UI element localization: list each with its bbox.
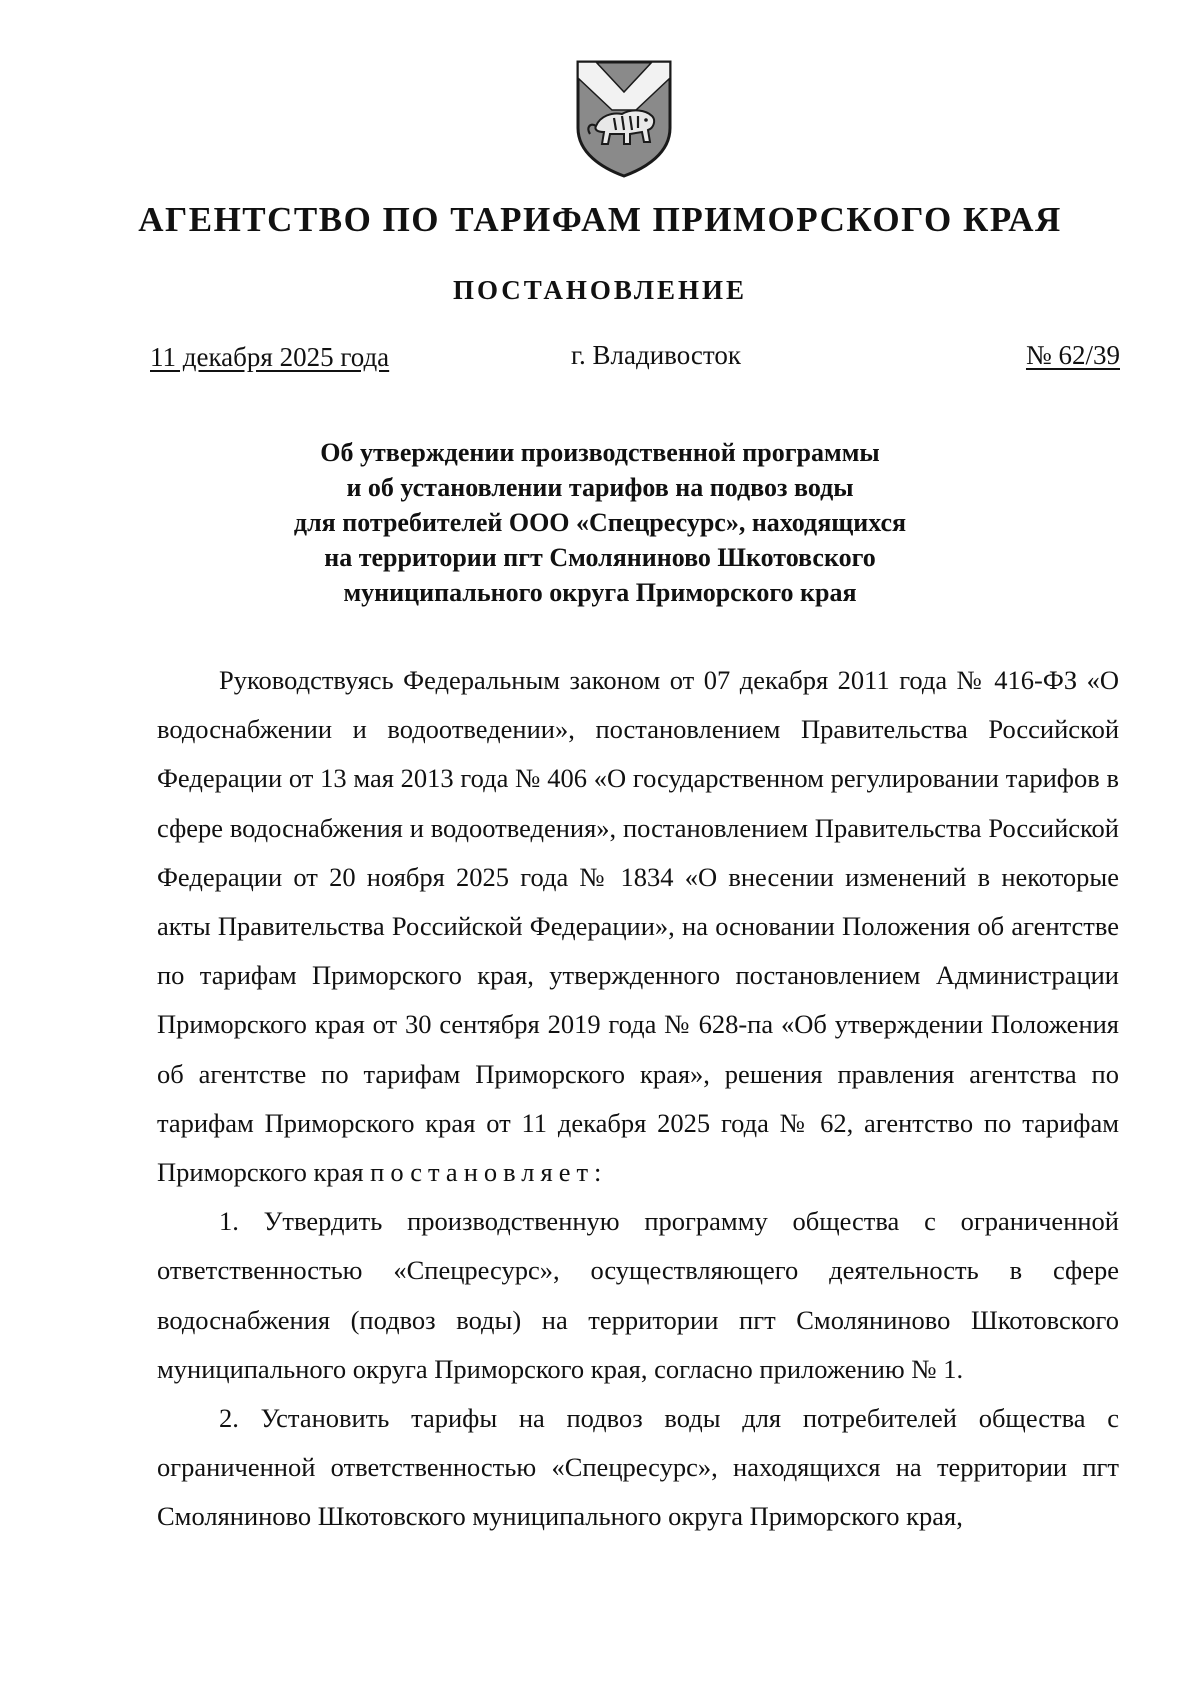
heading-line: и об установлении тарифов на подвоз воды — [346, 473, 854, 502]
item-paragraph: 1. Утвердить производственную программу общества с ограниченной ответственностью «Спецресурс», осуществляющего деятельность в сфере водоснабжения (подвоз воды) на территории пгт Смоляниново Шкотовского муниципального округа Приморского края, согласно приложению № 1. — [157, 1206, 1119, 1384]
document-date: 11 декабря 2025 года — [150, 342, 390, 372]
document-heading — [0, 435, 1200, 610]
document-body — [157, 656, 1119, 1542]
document-city: г. Владивосток — [571, 340, 741, 370]
coat-of-arms-icon — [574, 58, 674, 180]
agency-title: АГЕНТСТВО ПО ТАРИФАМ ПРИМОРСКОГО КРАЯ — [138, 200, 1062, 239]
resolves-word: постановляет: — [370, 1157, 608, 1188]
document-number: № 62/39 — [1025, 340, 1120, 370]
heading-line: для потребителей ООО «Спецресурс», находящихся — [293, 508, 907, 537]
preamble-paragraph — [157, 656, 1119, 1197]
item-paragraph: 2. Установить тарифы на подвоз воды для потребителей общества с ограниченной ответственностью «Спецресурс», находящихся на территории пгт Смоляниново Шкотовского муниципального округа Приморского края, — [157, 1403, 1119, 1532]
preamble-text: Руководствуясь Федеральным законом от 07 декабря 2011 года № 416-ФЗ «О водоснабжении и водоотведении», постановлением Правительства Российской Федерации от 13 мая 2013 года № 406 «О государственном регулировании тарифов в сфере водоснабжения и водоотведения», постановлением Правительства Российской Федерации от 20 ноября 2025 года № 1834 «О внесении изменений в некоторые акты Правительства Российской Федерации», на основании Положения об агентстве по тарифам Приморского края, утвержденного постановлением Администрации Приморского края от 30 сентября 2019 года № 628-па «Об утверждении Положения об агентстве по тарифам Приморского края», решения правления агентства по тарифам Приморского края от 11 декабря 2025 года № 62, агентство по тарифам Приморского края — [157, 665, 1119, 1188]
heading-line: муниципального округа Приморского края — [343, 578, 857, 607]
heading-line: Об утверждении производственной программы — [320, 438, 880, 467]
heading-line: на территории пгт Смоляниново Шкотовского — [324, 543, 876, 572]
document-type: ПОСТАНОВЛЕНИЕ — [452, 275, 748, 305]
